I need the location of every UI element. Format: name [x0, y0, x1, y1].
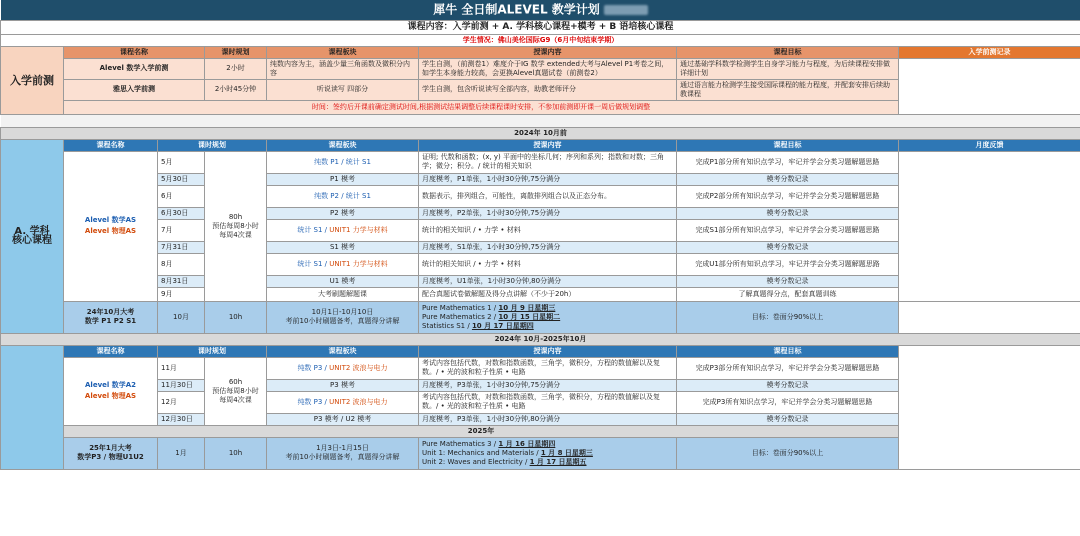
exam-hours-2: 10h: [205, 437, 267, 469]
module: 纯数 P2 / 统计 S1: [267, 185, 419, 207]
title-row: [1, 0, 1080, 20]
exam-name: 24年10月大考 数学 P1 P2 S1: [64, 301, 158, 333]
month: 11月30日: [158, 379, 205, 391]
exam-feedback[interactable]: [899, 301, 1080, 333]
year-label: 2025年: [64, 425, 899, 437]
hours-weekly: 预估每周8小时: [212, 221, 259, 230]
goal: 完成P3部分所有知识点学习，牢记并学会分类习题解题思路: [677, 357, 899, 379]
content: 月度模考，S1单张，1小时30分钟,75分满分: [419, 241, 677, 253]
course-physics-2: Alevel 物理AS: [84, 392, 137, 400]
entry-content: 学生自测，包含听说读写全部内容，助教老师评分: [419, 79, 677, 100]
entry-col-name: 课程名称: [64, 46, 205, 58]
entry-hours: 2小时: [205, 58, 267, 79]
course-names-2: [64, 357, 158, 425]
entry-note: 时间：签约后开课前确定测试时间,根据测试结果调整后续课程课时安排，不参加前测即开课一周后做规划调整: [64, 100, 899, 114]
goal: 模考分数记录: [677, 173, 899, 185]
exam-module-2: 1月3日-1月15日 考前10小时刷题备考，真题得分讲解: [267, 437, 419, 469]
module: P1 模考: [267, 173, 419, 185]
month: 8月31日: [158, 275, 205, 287]
content: 月度模考，P1单张，1小时30分钟,75分满分: [419, 173, 677, 185]
core2-col-module: 课程板块: [267, 345, 419, 357]
module: 纯数 P3 / UNIT2 波浪与电力: [267, 391, 419, 413]
module: 统计 S1 / UNIT1 力学与材料: [267, 253, 419, 275]
page-title: [1, 0, 1080, 20]
goal: 模考分数记录: [677, 275, 899, 287]
content: 数据表示，排列组合，可能性，离散排列组合以及正态分布。: [419, 185, 677, 207]
goal: 模考分数记录: [677, 413, 899, 425]
module: P3 模考: [267, 379, 419, 391]
hours-total: 80h: [228, 212, 243, 221]
entry-record-cell[interactable]: [899, 58, 1080, 114]
goal: 模考分数记录: [677, 379, 899, 391]
section-row: [1, 333, 1080, 345]
core-col-name: 课程名称: [64, 139, 158, 151]
month: 9月: [158, 287, 205, 301]
course-math: Alevel 数学AS: [84, 216, 137, 224]
module: S1 模考: [267, 241, 419, 253]
course-physics: Alevel 物理AS: [84, 227, 137, 235]
core2-col-content: 授课内容: [419, 345, 677, 357]
entry-header-row: [1, 46, 1080, 58]
entry-col-goal: 课程目标: [677, 46, 899, 58]
goal: 了解真题得分点，配套真题训练: [677, 287, 899, 301]
core2-col-name: 课程名称: [64, 345, 158, 357]
month: 11月: [158, 357, 205, 379]
module: 纯数 P1 / 统计 S1: [267, 151, 419, 173]
entry-module: 听说读写 四部分: [267, 79, 419, 100]
student-info-row: [1, 34, 1080, 46]
goal: 完成P2部分所有知识点学习，牢记并学会分类习题解题思路: [677, 185, 899, 207]
entry-name: 雅思入学前测: [64, 79, 205, 100]
content: 证明; 代数和函数；(x, y) 平面中的坐标几何；序列和系列；指数和对数；三角学；微分；积分。/ 统计的相关知识: [419, 151, 677, 173]
goal: 完成S1部分所有知识点学习，牢记并学会分类习题解题思路: [677, 219, 899, 241]
exam-month: 10月: [158, 301, 205, 333]
entry-col-record: 入学前测记录: [899, 46, 1080, 58]
month: 12月30日: [158, 413, 205, 425]
content: 统计的相关知识 / • 力学 • 材料: [419, 253, 677, 275]
entry-hours: 2小时45分钟: [205, 79, 267, 100]
entry-col-content: 授课内容: [419, 46, 677, 58]
feedback-cell[interactable]: [899, 151, 1080, 301]
entry-goal: 通过语言能力检测学生接受国际课程的能力程度，并配套安排后续助教课程: [677, 79, 899, 100]
core-section-label: A. 学科 核心课程: [1, 139, 64, 333]
student-info: 学生情况：佛山美伦国际G9（6月中旬结束学期）: [1, 34, 1080, 46]
content: 月度模考，P3单张，1小时30分钟,75分满分: [419, 379, 677, 391]
course-names: [64, 151, 158, 301]
exam-schedule-2: Pure Mathematics 3 / 1 月 16 日星期四 Unit 1: Mechanics and Materials / 1 月 8 日星期三 Unit 2: Waves and Electricity / 1 月 17 日星期五: [419, 437, 677, 469]
entry-section-label: 入学前测: [1, 46, 64, 114]
entry-col-module: 课程板块: [267, 46, 419, 58]
subtitle: 课程内容：入学前测 + A. 学科核心课程+模考 + B 语培核心课程: [1, 20, 1080, 34]
month: 8月: [158, 253, 205, 275]
exam-row: [1, 301, 1080, 333]
hours-plan-2: 60h 预估每周8小时 每周4次课: [205, 357, 267, 425]
entry-goal: 通过基础学科数学检测学生自身学习能力与程度，为后续课程安排做详细计划: [677, 58, 899, 79]
content: 配合真题试卷做解题及得分点讲解（不少于20h）: [419, 287, 677, 301]
subtitle-row: [1, 20, 1080, 34]
module: 统计 S1 / UNIT1 力学与材料: [267, 219, 419, 241]
core-col-goal: 课程目标: [677, 139, 899, 151]
entry-module: 纯数内容为主，涵盖少量三角函数及微积分内容: [267, 58, 419, 79]
exam-month-2: 1月: [158, 437, 205, 469]
redacted-mark: [604, 5, 648, 15]
module: 大考刷题解题课: [267, 287, 419, 301]
feedback-cell-2[interactable]: [899, 345, 1080, 469]
spacer-row: [1, 114, 1080, 127]
title-text: 犀牛 全日制ALEVEL 教学计划: [433, 2, 600, 17]
exam-name-2: 25年1月大考 数学P3 / 物理U1U2: [64, 437, 158, 469]
core-header-row: [1, 139, 1080, 151]
section-label-1: 2024年 10月前: [1, 127, 1080, 139]
content: 月度模考，U1单张，1小时30分钟,80分满分: [419, 275, 677, 287]
goal: 完成P3所有知识点学习，牢记并学会分类习题解题思路: [677, 391, 899, 413]
section-row: [1, 127, 1080, 139]
table-row: [1, 58, 1080, 79]
core2-col-hours: 课时规划: [158, 345, 267, 357]
core2-col-goal: 课程目标: [677, 345, 899, 357]
month: 12月: [158, 391, 205, 413]
month: 6月: [158, 185, 205, 207]
exam-module: 10月1日-10月10日 考前10小时刷题备考，真题得分讲解: [267, 301, 419, 333]
goal: 模考分数记录: [677, 241, 899, 253]
content: 考试内容包括代数，对数和指数函数，三角学，微积分，方程的数值解以及复数。/ • 光的波和粒子性质 • 电路: [419, 391, 677, 413]
exam-schedule: Pure Mathematics 1 / 10 月 9 日星期三 Pure Mathematics 2 / 10 月 15 日星期二 Statistics S1 / 10 月 17 日星期四: [419, 301, 677, 333]
entry-content: 学生自测，（前测卷1）难度介于IG 数学 extended大考与Alevel P1考卷之间，如学生本身能力较高，会更换Alevel真题试卷（前测卷2）: [419, 58, 677, 79]
month: 7月: [158, 219, 205, 241]
entry-name: Alevel 数学入学前测: [64, 58, 205, 79]
content: 月度模考，P3单张，1小时30分钟,80分满分: [419, 413, 677, 425]
module: P2 模考: [267, 207, 419, 219]
goal: 完成U1部分所有知识点学习，牢记并学会分类习题解题思路: [677, 253, 899, 275]
exam-goal: 目标：卷面分90%以上: [677, 301, 899, 333]
month: 6月30日: [158, 207, 205, 219]
exam-hours: 10h: [205, 301, 267, 333]
core-col-content: 授课内容: [419, 139, 677, 151]
hours-plan: [205, 151, 267, 301]
course-math-2: Alevel 数学A2: [85, 381, 136, 389]
exam-goal-2: 目标：卷面分90%以上: [677, 437, 899, 469]
core-col-module: 课程板块: [267, 139, 419, 151]
module: 纯数 P3 / UNIT2 波浪与电力: [267, 357, 419, 379]
content: 考试内容包括代数，对数和指数函数，三角学，微积分，方程的数值解以及复数。/ • 光的波和粒子性质 • 电路: [419, 357, 677, 379]
core-col-feedback: 月度反馈: [899, 139, 1080, 151]
content: 统计的相关知识 / • 力学 • 材料: [419, 219, 677, 241]
hours-sessions: 每周4次课: [219, 230, 252, 239]
month: 5月: [158, 151, 205, 173]
goal: 完成P1部分所有知识点学习，牢记并学会分类习题解题思路: [677, 151, 899, 173]
goal: 模考分数记录: [677, 207, 899, 219]
month: 7月31日: [158, 241, 205, 253]
month: 5月30日: [158, 173, 205, 185]
section-label-2: 2024年 10月-2025年10月: [1, 333, 1080, 345]
content: 月度模考，P2单张，1小时30分钟,75分满分: [419, 207, 677, 219]
entry-col-hours: 课时规划: [205, 46, 267, 58]
core-col-hours: 课时规划: [158, 139, 267, 151]
core2-side: [1, 345, 64, 469]
core2-header-row: [1, 345, 1080, 357]
module: U1 模考: [267, 275, 419, 287]
module: P3 模考 / U2 模考: [267, 413, 419, 425]
table-row: [1, 151, 1080, 173]
